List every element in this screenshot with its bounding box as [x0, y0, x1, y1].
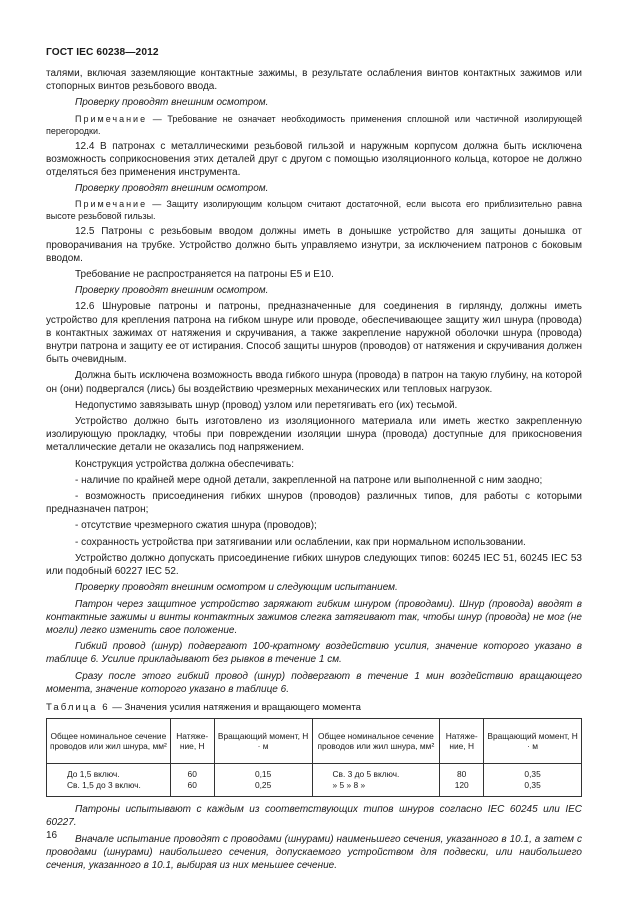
clause-12-4: 12.4 В патронах с металлическими резьбовой гильзой и наружным корпусом должна быть исключена возможность соприкосновения этих деталей друг с другом с помощью изоляционного кольца, которое не должно отделяться без применения инструмента.: [46, 140, 582, 179]
table-row: [47, 780, 582, 797]
document-body: [46, 67, 582, 875]
test-procedure: Патроны испытывают с каждым из соответствующих типов шнуров согласно IEC 60245 или IEC 60227.: [46, 804, 582, 829]
list-item: - отсутствие чрезмерного сжатия шнура (проводов);: [75, 520, 317, 532]
paragraph-continuation: талями, включая заземляющие контактные зажимы, в результате ослабления винтов контактных зажимов или стопорных винтов резьбового ввода.: [46, 68, 582, 93]
test-procedure: Гибкий провод (шнур) подвергают 100-кратному воздействию усилия, значение которого указано в таблице 6. Усилие прикладывают без рывков в течение 1 см.: [46, 641, 582, 666]
header-tension: Натяже-ние, Н: [170, 719, 214, 764]
cell-tension: 120: [440, 780, 484, 797]
verification-text: Проверку проводят внешним осмотром.: [75, 285, 269, 297]
list-item: - сохранность устройства при затягивании или ослаблении, как при нормальном использовании.: [75, 536, 526, 548]
list-item: - возможность присоединения гибких шнуров (проводов) различных типов, для работы с которыми предназначен патрон;: [46, 491, 582, 516]
test-procedure: Сразу после этого гибкий провод (шнур) подвергают в течение 1 мин воздействию вращающего момента, значение которого указано в таблице 6.: [46, 670, 582, 695]
note-label: Примечание: [75, 199, 148, 210]
header-torque: Вращающий момент, Н · м: [214, 719, 312, 764]
paragraph: Недопустимо завязывать шнур (провод) узлом или перетягивать его (их) тесьмой.: [75, 399, 458, 411]
verification-text: Проверку проводят внешним осмотром и следующим испытанием.: [75, 582, 398, 594]
paragraph: Устройство должно быть изготовлено из изоляционного материала или иметь жестко закрепленную изолирующую прокладку, чтобы при повреждении изоляции шнура (провода) доступные для прикосновения металлические детали не оказались под напряжением.: [46, 416, 582, 454]
note-2: [46, 198, 582, 222]
cell-section: До 1,5 включ.: [47, 764, 171, 780]
paragraph: Устройство должно допускать присоединение гибких шнуров следующих типов: 60245 IEC 51, 60245 IEC 53 или подобный 60227 IEC 52.: [46, 552, 582, 578]
table-caption: [46, 701, 582, 714]
header-section: Общее номинальное сечение проводов или жил шнура, мм²: [47, 719, 171, 764]
verification-text: Проверку проводят внешним осмотром.: [75, 97, 269, 109]
test-procedure: Патрон через защитное устройство заряжают гибким шнуром (проводами). Шнур (провода) вводят в контактные зажимы и винты контактных зажимов слегка затягивают так, чтобы шнур (провода) не мог (не могли) легко изменить свое положение.: [46, 598, 582, 636]
test-procedure: Вначале испытание проводят с проводами (шнурами) наименьшего сечения, указанного в 10.1, а затем с проводами (шнурами) наибольшего сечения, допускаемого устройством для подвески, или наибольшего сечения, указанного в 10.1, выбирая из них меньшее сечение.: [46, 833, 582, 871]
table-row: [47, 764, 582, 780]
note-text: — Защиту изолирующим кольцом считают достаточной, если высота его приблизительно равна высоте резьбовой гильзы.: [46, 199, 582, 222]
clause-12-5: 12.5 Патроны с резьбовым вводом должны иметь в донышке устройство для защиты донышка от проворачивания на трубке. Устройство должно быть управляемо изнутри, за исключением патронов с боковым вводом.: [46, 226, 582, 264]
cell-tension: 60: [170, 764, 214, 780]
page-number: 16: [46, 830, 58, 841]
header-torque: Вращающий момент, Н · м: [484, 719, 582, 764]
cell-section: Св. 1,5 до 3 включ.: [47, 780, 171, 797]
document-header: ГОСТ IEC 60238—2012: [46, 47, 159, 58]
cell-torque: 0,35: [484, 780, 582, 797]
table-header-row: [47, 719, 582, 764]
table-caption-label: Таблица 6: [46, 701, 110, 713]
table-6: [46, 718, 582, 797]
cell-torque: 0,15: [214, 764, 312, 780]
cell-section: » 5 » 8 »: [312, 780, 440, 797]
cell-torque: 0,25: [214, 780, 312, 797]
cell-torque: 0,35: [484, 764, 582, 780]
clause-12-6: 12.6 Шнуровые патроны и патроны, предназначенные для соединения в гирлянду, должны иметь устройство для крепления патрона на гибком шнуре или проводе, обеспечивающее защиту жил шнура (провода) в контактных зажимах от натяжения и скручивания, а также закрепление наружной оболочки шнура (провода) внутри патрона и защиту ее от истирания. Способ защиты шнуров (проводов) от натяжения и скручивания должен быть очевидным.: [46, 301, 582, 366]
paragraph: Конструкция устройства должна обеспечивать:: [75, 458, 294, 470]
cell-section: Св. 3 до 5 включ.: [312, 764, 440, 780]
paragraph-exception: Требование не распространяется на патроны E5 и E10.: [75, 269, 334, 281]
paragraph: Должна быть исключена возможность ввода гибкого шнура (провода) в патрон на такую глубину, на которой он (они) подвергался (лись) бы воздействию чрезмерных механических или тепловых нагрузок.: [46, 370, 582, 395]
header-section: Общее номинальное сечение проводов или жил шнура, мм²: [312, 719, 440, 764]
verification-text: Проверку проводят внешним осмотром.: [75, 183, 269, 195]
list-item: - наличие по крайней мере одной детали, закрепленной на патроне или выполненной с ним заодно;: [75, 474, 543, 486]
note-label: Примечание: [75, 113, 148, 124]
cell-tension: 80: [440, 764, 484, 780]
header-tension: Натяже-ние, Н: [440, 719, 484, 764]
table-caption-text: — Значения усилия натяжения и вращающего момента: [109, 701, 361, 713]
note-text: — Требование не означает необходимость применения сплошной или частичной изолирующей перегородки.: [46, 113, 582, 136]
note-1: [46, 113, 582, 137]
cell-tension: 60: [170, 780, 214, 797]
